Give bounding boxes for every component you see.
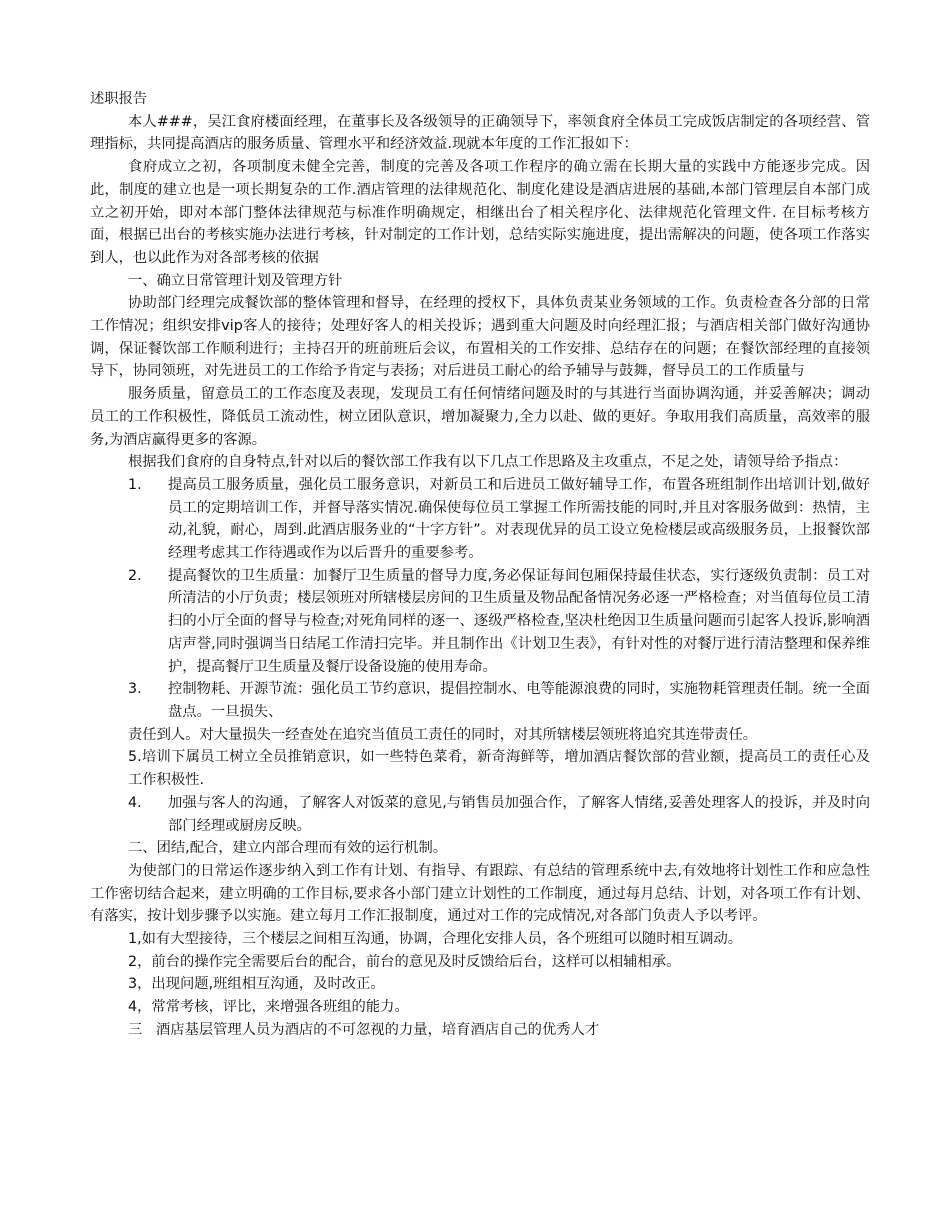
document-title: 述职报告 — [90, 91, 148, 107]
sub-point: 1,如有大型接待，三个楼层之间相互沟通，协调，合理化安排人员，各个班组可以随时相互调动。 — [128, 931, 743, 948]
sub-point: 3，出现问题,班组相互沟通，及时改正。 — [128, 976, 385, 993]
list-item — [90, 792, 870, 837]
list-number: 4. — [128, 794, 142, 811]
document-page — [90, 88, 870, 1042]
numbered-list — [90, 474, 870, 724]
list-number: 3. — [128, 681, 142, 698]
list-text: 提高餐饮的卫生质量：加餐厅卫生质量的督导力度,务必保证每间包厢保持最佳状态，实行逐级负责制：员工对所清洁的小厅负责；楼层领班对所辖楼层房间的卫生质量及物品配备情况务必逐一严格检查；对当值每位员工清扫的小厅全面的督导与检查;对死角同样的逐一、逐级严格检查,坚决杜绝因卫生质量问题而引起客人投诉,影响酒店声誉,同时强调当日结尾工作清扫完毕。并且制作出《计划卫生表》，有针对性的对餐厅进行清洁整理和保养维护，提高餐厅卫生质量及餐厅设备设施的使用寿命。 — [168, 567, 870, 675]
list-number: 1. — [128, 476, 142, 493]
paragraph: 协助部门经理完成餐饮部的整体管理和督导，在经理的授权下，具体负责某业务领域的工作。负责检查各分部的日常工作情况；组织安排vip客人的接待；处理好客人的相关投诉；遇到重大问题及时向经理汇报；与酒店相关部门做好沟通协调，保证餐饮部工作顺利进行；主持召开的班前班后会议，布置相关的工作安排、总结存在的问题；在餐饮部经理的直接领导下，协同领班，对先进员工的工作给予肯定与表扬；对后进员工耐心的给予辅导与鼓舞，督导员工的工作质量与 — [90, 295, 870, 380]
section-heading-3: 三 酒店基层管理人员为酒店的不可忽视的力量，培育酒店自己的优秀人才 — [128, 1021, 600, 1038]
paragraph: 服务质量，留意员工的工作态度及表现，发现员工有任何情绪问题及时的与其进行当面协调沟通，并妥善解决；调动员工的工作积极性，降低员工流动性，树立团队意识，增加凝聚力,全力以赴、做的更好。争取用我们高质量，高效率的服务,为酒店赢得更多的客源。 — [90, 386, 870, 448]
list-text: 加强与客人的沟通，了解客人对饭菜的意见,与销售员加强合作，了解客人情绪,妥善处理客人的投诉，并及时向部门经理或厨房反映。 — [168, 794, 870, 834]
intro-paragraph: 本人###，吴江食府楼面经理，在董事长及各级领导的正确领导下，率领食府全体员工完成饭店制定的各项经营、管理指标，共同提高酒店的服务质量、管理水平和经济效益.现就本年度的工作汇报如下： — [90, 113, 870, 153]
sub-point: 4，常常考核，评比，来增强各班组的能力。 — [128, 999, 409, 1016]
list-text: 控制物耗、开源节流：强化员工节约意识，提倡控制水、电等能源浪费的同时，实施物耗管理责任制。统一全面盘点。一旦损失、 — [168, 681, 870, 720]
numbered-list — [90, 792, 870, 837]
paragraph: 为使部门的日常运作逐步纳入到工作有计划、有指导、有跟踪、有总结的管理系统中去,有效地将计划性工作和应急性工作密切结合起来，建立明确的工作目标,要求各小部门建立计划性的工作制度，通过每月总结、计划，对各项工作有计划、有落实，按计划步骤予以实施。建立每月工作汇报制度，通过对工作的完成情况,对各部门负责人予以考评。 — [90, 862, 870, 925]
paragraph: 根据我们食府的自身特点,针对以后的餐饮部工作我有以下几点工作思路及主攻重点，不足之处，请领导给予指点： — [128, 454, 848, 471]
section-heading-2: 二、团结,配合，建立内部合理而有效的运行机制。 — [128, 840, 448, 857]
list-item — [90, 474, 870, 565]
sub-point: 2，前台的操作完全需要后台的配合，前台的意见及时反馈给后台，这样可以相辅相承。 — [128, 953, 681, 970]
section-heading-1: 一、确立日常管理计划及管理方针 — [128, 272, 343, 289]
list-number: 2. — [128, 567, 142, 584]
paragraph: 责任到人。对大量损失一经查处在追究当值员工责任的同时，对其所辖楼层领班将追究其连带责任。 — [128, 726, 758, 743]
paragraph: 5.培训下属员工树立全员推销意识，如一些特色菜肴，新奇海鲜等，增加酒店餐饮部的营业额，提高员工的责任心及工作积极性. — [128, 749, 870, 789]
list-item — [90, 678, 870, 723]
list-text: 提高员工服务质量，强化员工服务意识，对新员工和后进员工做好辅导工作，布置各班组制作出培训计划,做好员工的定期培训工作，并督导落实情况.确保使每位员工掌握工作所需技能的同时,并且对客服务做到：热情，主动,礼貌，耐心，周到.此酒店服务业的“十字方针”。对表现优异的员工设立免检楼层或高级服务员，上报餐饮部经理考虑其工作待遇或作为以后晋升的重要参考。 — [168, 476, 870, 562]
list-item — [90, 565, 870, 679]
paragraph: 食府成立之初，各项制度未健全完善，制度的完善及各项工作程序的确立需在长期大量的实践中方能逐步完成。因此，制度的建立也是一项长期复杂的工作.酒店管理的法律规范化、制度化建设是酒店进展的基础,本部门管理层自本部门成立之初开始，即对本部门整体法律规范与标准作明确规定，相继出台了相关程序化、法律规范化管理文件. 在目标考核方面，根据已出台的考核实施办法进行考核，针对制定的工作计划，总结实际实施进度，提出需解决的问题，使各项工作落实到人，也以此作为对各部考核的依据 — [90, 159, 870, 266]
